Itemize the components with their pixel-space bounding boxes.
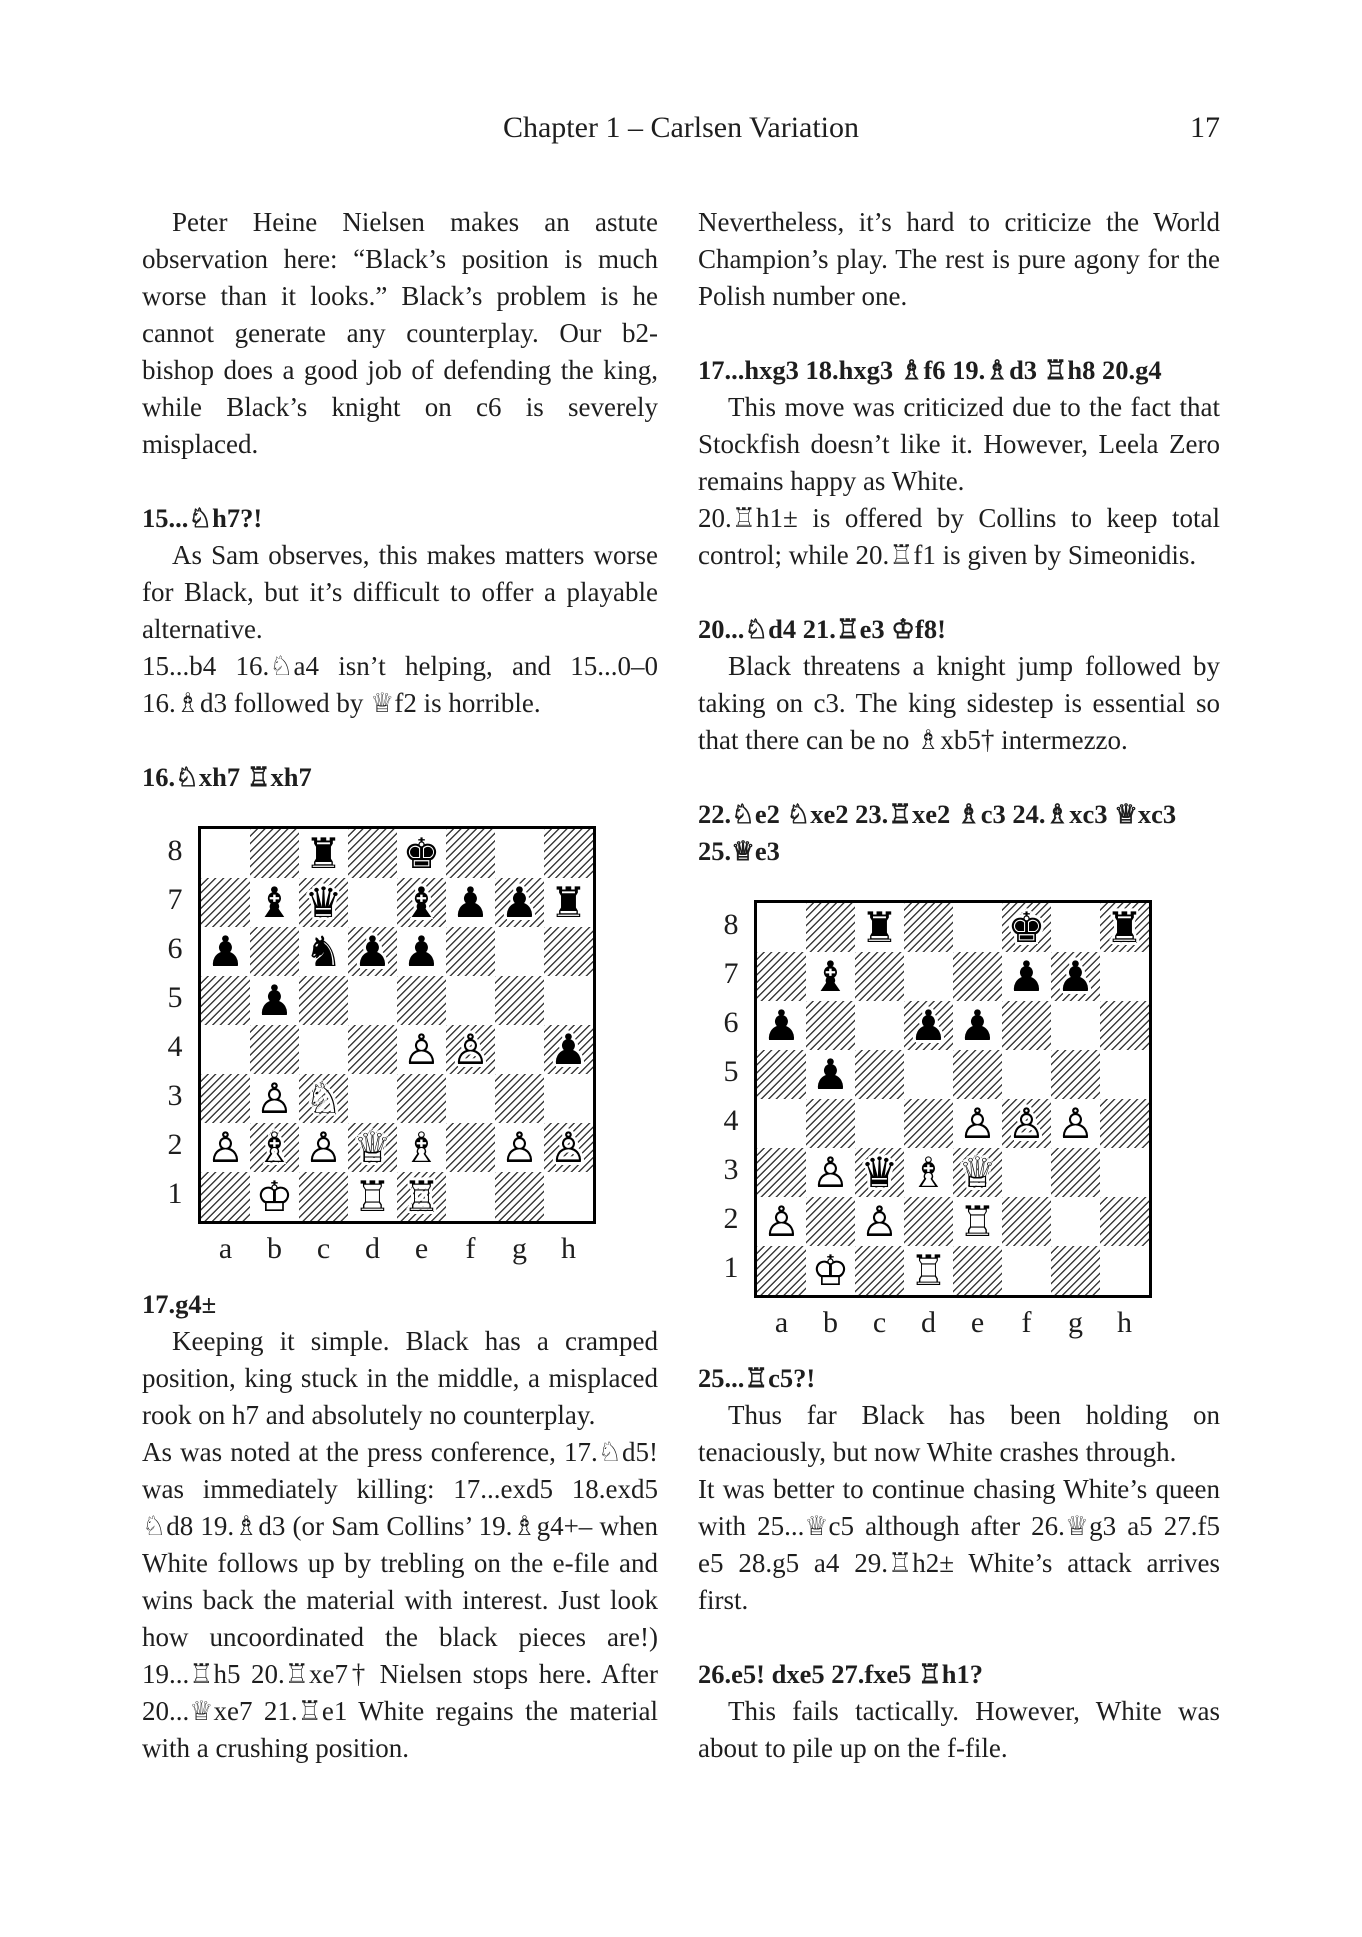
square-g7 <box>1051 952 1100 1001</box>
square-h6 <box>544 927 593 976</box>
square-b3 <box>250 1074 299 1123</box>
square-f1 <box>1002 1246 1051 1295</box>
square-d8 <box>348 829 397 878</box>
move-heading-15: 15...♘h7?! <box>142 503 263 533</box>
black-bishop-icon: ♝ <box>402 877 441 927</box>
square-b7 <box>250 878 299 927</box>
white-pawn-icon: ♙ <box>451 1024 490 1074</box>
rank-label: 6 <box>167 931 183 965</box>
black-rook-icon: ♜ <box>304 828 343 878</box>
square-e5 <box>397 976 446 1025</box>
square-d4 <box>348 1025 397 1074</box>
black-pawn-icon: ♟ <box>1056 951 1095 1001</box>
rank-label: 4 <box>723 1103 739 1137</box>
file-label: b <box>267 1232 282 1265</box>
move-heading-17: 17.g4± <box>142 1289 217 1319</box>
square-b2 <box>250 1123 299 1172</box>
square-h8 <box>544 829 593 878</box>
square-e6 <box>953 1001 1002 1050</box>
rank-label: 2 <box>723 1201 739 1235</box>
right-column <box>698 204 1220 1767</box>
file-label: a <box>774 1306 789 1339</box>
square-b4 <box>250 1025 299 1074</box>
rank-label: 7 <box>167 882 183 916</box>
black-pawn-icon: ♟ <box>762 1000 801 1050</box>
white-rook-icon: ♖ <box>958 1196 997 1246</box>
white-pawn-icon: ♙ <box>500 1122 539 1172</box>
square-b7 <box>806 952 855 1001</box>
square-h7 <box>544 878 593 927</box>
white-queen-icon: ♕ <box>353 1122 392 1172</box>
square-h6 <box>1100 1001 1149 1050</box>
black-rook-icon: ♜ <box>860 902 899 952</box>
rank-label: 5 <box>723 1054 739 1088</box>
square-g8 <box>495 829 544 878</box>
square-f6 <box>446 927 495 976</box>
square-e1 <box>953 1246 1002 1295</box>
black-queen-icon: ♛ <box>304 877 343 927</box>
square-h3 <box>1100 1148 1149 1197</box>
white-rook-icon: ♖ <box>909 1245 948 1295</box>
white-bishop-icon: ♗ <box>255 1122 294 1172</box>
black-rook-icon: ♜ <box>549 877 588 927</box>
square-a5 <box>757 1050 806 1099</box>
square-c3 <box>855 1148 904 1197</box>
square-c1 <box>299 1172 348 1221</box>
square-g1 <box>1051 1246 1100 1295</box>
square-a1 <box>201 1172 250 1221</box>
page-header <box>142 108 1220 148</box>
file-label: h <box>561 1232 576 1265</box>
square-b5 <box>806 1050 855 1099</box>
square-a6 <box>201 927 250 976</box>
square-b1 <box>250 1172 299 1221</box>
square-e7 <box>953 952 1002 1001</box>
black-pawn-icon: ♟ <box>811 1049 850 1099</box>
rank-label: 8 <box>723 907 739 941</box>
square-e5 <box>953 1050 1002 1099</box>
file-label: a <box>218 1232 233 1265</box>
square-a2 <box>201 1123 250 1172</box>
file-label: b <box>823 1306 838 1339</box>
square-d3 <box>348 1074 397 1123</box>
square-a4 <box>201 1025 250 1074</box>
rank-label: 1 <box>723 1250 739 1284</box>
rank-labels <box>152 826 198 1224</box>
square-e3 <box>397 1074 446 1123</box>
square-e7 <box>397 878 446 927</box>
square-a5 <box>201 976 250 1025</box>
square-h2 <box>1100 1197 1149 1246</box>
square-d3 <box>904 1148 953 1197</box>
square-h5 <box>544 976 593 1025</box>
square-h3 <box>544 1074 593 1123</box>
square-h5 <box>1100 1050 1149 1099</box>
white-bishop-icon: ♗ <box>909 1147 948 1197</box>
square-g3 <box>495 1074 544 1123</box>
paragraph-knight-jump: Black threatens a knight jump followed by taking on c3. The king sidestep is essential so that there can be no ♗xb5† intermezzo. <box>698 651 1220 755</box>
rank-labels <box>708 900 754 1298</box>
two-column-layout <box>142 204 1220 1767</box>
square-h8 <box>1100 903 1149 952</box>
black-pawn-icon: ♟ <box>958 1000 997 1050</box>
square-a1 <box>757 1246 806 1295</box>
square-a8 <box>757 903 806 952</box>
square-f3 <box>1002 1148 1051 1197</box>
rank-label: 5 <box>167 980 183 1014</box>
black-pawn-icon: ♟ <box>255 975 294 1025</box>
move-heading-17-hxg3: 17...hxg3 18.hxg3 ♗f6 19.♗d3 ♖h8 20.g4 <box>698 355 1162 385</box>
square-a2 <box>757 1197 806 1246</box>
rank-label: 2 <box>167 1127 183 1161</box>
square-e6 <box>397 927 446 976</box>
paragraph-thus-far: Thus far Black has been holding on tenaciously, but now White crashes through. <box>698 1400 1220 1467</box>
file-labels <box>757 1298 1220 1342</box>
square-f1 <box>446 1172 495 1221</box>
black-pawn-icon: ♟ <box>909 1000 948 1050</box>
black-knight-icon: ♞ <box>304 926 343 976</box>
square-b3 <box>806 1148 855 1197</box>
square-b2 <box>806 1197 855 1246</box>
square-c5 <box>855 1050 904 1099</box>
black-pawn-icon: ♟ <box>353 926 392 976</box>
square-f8 <box>446 829 495 878</box>
move-heading-22: 22.♘e2 ♘xe2 23.♖xe2 ♗c3 24.♗xc3 ♕xc3 25.♕e3 <box>698 799 1177 866</box>
white-pawn-icon: ♙ <box>958 1098 997 1148</box>
rank-label: 6 <box>723 1005 739 1039</box>
white-pawn-icon: ♙ <box>811 1147 850 1197</box>
chess-diagram-1 <box>152 826 658 1268</box>
square-d2 <box>348 1123 397 1172</box>
white-pawn-icon: ♙ <box>1056 1098 1095 1148</box>
file-label: d <box>921 1306 936 1339</box>
paragraph-15-b4-variation: 15...b4 16.♘a4 isn’t helping, and 15...0–0 16.♗d3 followed by ♕f2 is horrible. <box>142 651 658 718</box>
black-queen-icon: ♛ <box>860 1147 899 1197</box>
square-g4 <box>495 1025 544 1074</box>
black-pawn-icon: ♟ <box>206 926 245 976</box>
square-d1 <box>348 1172 397 1221</box>
square-h1 <box>544 1172 593 1221</box>
white-king-icon: ♔ <box>811 1245 850 1295</box>
black-pawn-icon: ♟ <box>500 877 539 927</box>
square-g5 <box>1051 1050 1100 1099</box>
square-c3 <box>299 1074 348 1123</box>
file-label: g <box>1068 1306 1083 1339</box>
white-queen-icon: ♕ <box>958 1147 997 1197</box>
black-pawn-icon: ♟ <box>451 877 490 927</box>
square-e3 <box>953 1148 1002 1197</box>
square-c8 <box>299 829 348 878</box>
square-c4 <box>855 1099 904 1148</box>
paragraph-rh1-collins: 20.♖h1± is offered by Collins to keep total control; while 20.♖f1 is given by Simeonidis. <box>698 503 1220 570</box>
square-c6 <box>855 1001 904 1050</box>
black-king-icon: ♚ <box>402 828 441 878</box>
square-f6 <box>1002 1001 1051 1050</box>
square-d8 <box>904 903 953 952</box>
paragraph-better-continue: It was better to continue chasing White’s queen with 25...♕c5 although after 26.♕g3 a5 27.f5 e5 28.g5 a4 29.♖h2± White’s attack arrives first. <box>698 1474 1220 1615</box>
square-h7 <box>1100 952 1149 1001</box>
square-f2 <box>446 1123 495 1172</box>
square-f8 <box>1002 903 1051 952</box>
rank-label: 1 <box>167 1176 183 1210</box>
white-pawn-icon: ♙ <box>762 1196 801 1246</box>
move-heading-26: 26.e5! dxe5 27.fxe5 ♖h1? <box>698 1659 984 1689</box>
square-d6 <box>348 927 397 976</box>
square-a7 <box>201 878 250 927</box>
square-d7 <box>904 952 953 1001</box>
square-a8 <box>201 829 250 878</box>
square-b5 <box>250 976 299 1025</box>
square-f7 <box>446 878 495 927</box>
square-f4 <box>1002 1099 1051 1148</box>
black-rook-icon: ♜ <box>1105 902 1144 952</box>
square-g5 <box>495 976 544 1025</box>
page-number: 17 <box>1190 111 1220 144</box>
square-a6 <box>757 1001 806 1050</box>
square-c1 <box>855 1246 904 1295</box>
white-rook-icon: ♖ <box>402 1171 441 1221</box>
square-h2 <box>544 1123 593 1172</box>
square-b6 <box>250 927 299 976</box>
white-pawn-icon: ♙ <box>255 1073 294 1123</box>
move-heading-20: 20...♘d4 21.♖e3 ♔f8! <box>698 614 946 644</box>
white-bishop-icon: ♗ <box>402 1122 441 1172</box>
square-c4 <box>299 1025 348 1074</box>
square-g4 <box>1051 1099 1100 1148</box>
move-heading-25: 25...♖c5?! <box>698 1363 816 1393</box>
white-king-icon: ♔ <box>255 1171 294 1221</box>
square-a4 <box>757 1099 806 1148</box>
square-e4 <box>953 1099 1002 1148</box>
square-c6 <box>299 927 348 976</box>
square-c5 <box>299 976 348 1025</box>
square-g1 <box>495 1172 544 1221</box>
chapter-title: Chapter 1 – Carlsen Variation <box>502 111 860 144</box>
file-label: f <box>1021 1306 1032 1339</box>
square-e8 <box>953 903 1002 952</box>
square-c7 <box>855 952 904 1001</box>
square-c8 <box>855 903 904 952</box>
paragraph-fails-tactically: This fails tactically. However, White was about to pile up on the f-file. <box>698 1696 1220 1763</box>
square-c7 <box>299 878 348 927</box>
square-d1 <box>904 1246 953 1295</box>
white-pawn-icon: ♙ <box>549 1122 588 1172</box>
file-label: c <box>316 1232 331 1265</box>
file-label: f <box>465 1232 476 1265</box>
left-column <box>142 204 658 1767</box>
file-label: e <box>414 1232 429 1265</box>
file-label: d <box>365 1232 380 1265</box>
square-c2 <box>855 1197 904 1246</box>
rank-label: 4 <box>167 1029 183 1063</box>
square-f7 <box>1002 952 1051 1001</box>
square-a3 <box>201 1074 250 1123</box>
square-g2 <box>495 1123 544 1172</box>
rank-label: 3 <box>723 1152 739 1186</box>
paragraph-nevertheless: Nevertheless, it’s hard to criticize the World Champion’s play. The rest is pure agony for the Polish number one. <box>698 207 1220 311</box>
square-e1 <box>397 1172 446 1221</box>
square-f5 <box>1002 1050 1051 1099</box>
board-squares <box>198 826 596 1224</box>
square-b8 <box>250 829 299 878</box>
white-pawn-icon: ♙ <box>402 1024 441 1074</box>
white-pawn-icon: ♙ <box>860 1196 899 1246</box>
square-f3 <box>446 1074 495 1123</box>
board-squares <box>754 900 1152 1298</box>
file-label: e <box>970 1306 985 1339</box>
paragraph-move-criticized: This move was criticized due to the fact that Stockfish doesn’t like it. However, Leela Zero remains happy as White. <box>698 392 1220 496</box>
square-e2 <box>397 1123 446 1172</box>
square-d7 <box>348 878 397 927</box>
square-d6 <box>904 1001 953 1050</box>
square-e4 <box>397 1025 446 1074</box>
square-h4 <box>1100 1099 1149 1148</box>
square-h4 <box>544 1025 593 1074</box>
square-b1 <box>806 1246 855 1295</box>
square-d2 <box>904 1197 953 1246</box>
white-pawn-icon: ♙ <box>1007 1098 1046 1148</box>
square-b8 <box>806 903 855 952</box>
square-d5 <box>348 976 397 1025</box>
square-f5 <box>446 976 495 1025</box>
paragraph-keeping-it-simple: Keeping it simple. Black has a cramped position, king stuck in the middle, a misplaced rook on h7 and absolutely no counterplay. <box>142 1326 658 1430</box>
square-f2 <box>1002 1197 1051 1246</box>
square-g6 <box>1051 1001 1100 1050</box>
square-d5 <box>904 1050 953 1099</box>
paragraph-nielsen-observation: Peter Heine Nielsen makes an astute observation here: “Black’s position is much worse than it looks.” Black’s problem is he cannot generate any counterplay. Our b2-bishop does a good job of defending the king, while Black’s knight on c6 is severely misplaced. <box>142 207 658 459</box>
rank-label: 8 <box>167 833 183 867</box>
white-pawn-icon: ♙ <box>206 1122 245 1172</box>
file-label: c <box>872 1306 887 1339</box>
paragraph-sam-observes: As Sam observes, this makes matters worse for Black, but it’s difficult to offer a playable alternative. <box>142 540 658 644</box>
black-pawn-icon: ♟ <box>1007 951 1046 1001</box>
square-g8 <box>1051 903 1100 952</box>
square-e8 <box>397 829 446 878</box>
chess-diagram-2 <box>708 900 1220 1342</box>
square-g3 <box>1051 1148 1100 1197</box>
square-b4 <box>806 1099 855 1148</box>
square-f4 <box>446 1025 495 1074</box>
white-pawn-icon: ♙ <box>304 1122 343 1172</box>
white-rook-icon: ♖ <box>353 1171 392 1221</box>
rank-label: 7 <box>723 956 739 990</box>
square-g7 <box>495 878 544 927</box>
white-knight-icon: ♘ <box>304 1073 343 1123</box>
file-label: h <box>1117 1306 1132 1339</box>
black-king-icon: ♚ <box>1007 902 1046 952</box>
black-bishop-icon: ♝ <box>811 951 850 1001</box>
file-labels <box>201 1224 658 1268</box>
square-c2 <box>299 1123 348 1172</box>
black-pawn-icon: ♟ <box>402 926 441 976</box>
file-label: g <box>512 1232 527 1265</box>
square-a3 <box>757 1148 806 1197</box>
square-b6 <box>806 1001 855 1050</box>
square-a7 <box>757 952 806 1001</box>
rank-label: 3 <box>167 1078 183 1112</box>
square-g6 <box>495 927 544 976</box>
black-pawn-icon: ♟ <box>549 1024 588 1074</box>
square-h1 <box>1100 1246 1149 1295</box>
square-e2 <box>953 1197 1002 1246</box>
move-heading-16: 16.♘xh7 ♖xh7 <box>142 762 312 792</box>
black-bishop-icon: ♝ <box>255 877 294 927</box>
paragraph-press-conference: As was noted at the press conference, 17.♘d5! was immediately killing: 17...exd5 18.exd5 ♘d8 19.♗d3 (or Sam Collins’ 19.♗g4+– when White follows up by trebling on the e-file and wins back the material with interest. Just look how uncoordinated the black pieces are!) 19...♖h5 20.♖xe7† Nielsen stops here. After 20...♕xe7 21.♖e1 White regains the material with a crushing position. <box>142 1437 658 1763</box>
square-d4 <box>904 1099 953 1148</box>
square-g2 <box>1051 1197 1100 1246</box>
